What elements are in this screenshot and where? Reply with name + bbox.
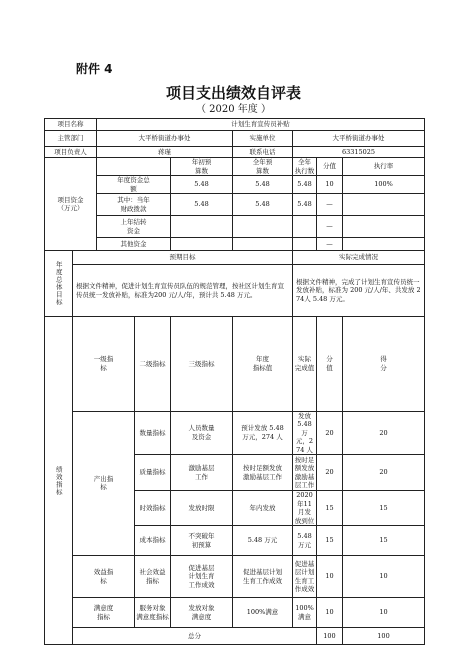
output-actual: 2020 年11 月发 放到位 (293, 491, 317, 526)
perf-header-l2: 二级指标 (135, 317, 171, 412)
perf-label: 绩效指标 (45, 317, 73, 645)
perf-header-target: 年度 指标值 (233, 317, 293, 412)
funds-row-total-name: 年度资金总 额 (97, 176, 171, 194)
output-got: 20 (343, 455, 425, 491)
funds-header-initial: 年初预 算数 (171, 158, 233, 176)
effect-target: 促进基层计划 生育工作成效 (233, 556, 293, 598)
funds-cell (293, 216, 317, 238)
perf-header-got: 得 分 (343, 317, 425, 412)
leader-value: 蒋瑾 (97, 147, 233, 158)
goals-plan-text: 根据文件精神，促进计划生育宣传员队伍的规范管理，按社区计划生育宣传员统一发放补贴，标准为200 元/人/年，预计共 5.48 万元。 (73, 265, 293, 317)
output-score: 20 (317, 455, 343, 491)
effect-indicator-label: 效益指 标 (73, 556, 135, 598)
funds-cell: — (317, 194, 343, 216)
funds-cell (171, 238, 233, 251)
output-target: 年内发放 (233, 491, 293, 526)
phone-label: 联系电话 (233, 147, 293, 158)
output-l3: 激励基层 工作 (171, 455, 233, 491)
form-title: 项目支出绩效自评表 (165, 84, 301, 102)
project-name-label: 项目名称 (45, 119, 97, 131)
funds-cell (293, 238, 317, 251)
total-label: 总分 (73, 628, 317, 645)
funds-header-blank (97, 158, 171, 176)
output-l2: 数量指标 (135, 411, 171, 455)
effect-score: 10 (317, 556, 343, 598)
funds-cell (171, 216, 233, 238)
perf-header-l1: 一级指 标 (73, 317, 135, 412)
output-got: 15 (343, 526, 425, 556)
funds-cell: 10 (317, 176, 343, 194)
goals-actual-text: 根据文件精神，完成了计划生育宣传员统一发放补贴，标准为 200 元/人/年、共发放 274人 5.48 万元。 (293, 265, 425, 317)
leader-label: 项目负责人 (45, 147, 97, 158)
output-got: 20 (343, 411, 425, 455)
perf-header-l3: 三级指标 (171, 317, 233, 412)
goals-actual-header: 实际完成情况 (293, 251, 425, 265)
satisfaction-indicator-label: 满意度 指标 (73, 598, 135, 628)
output-l3: 发放时限 (171, 491, 233, 526)
impl-label: 实施单位 (233, 131, 293, 147)
output-got: 15 (343, 491, 425, 526)
output-target: 5.48 万元 (233, 526, 293, 556)
output-target: 预计发放 5.48 万元，274 人 (233, 411, 293, 455)
total-score: 100 (317, 628, 343, 645)
effect-actual: 促进基层计划 生育工作成效 (293, 556, 317, 598)
output-l2: 成本指标 (135, 526, 171, 556)
funds-header-score: 分值 (317, 158, 343, 176)
funds-cell: 5.48 (171, 176, 233, 194)
funds-cell: 5.48 (233, 176, 293, 194)
project-name-value: 计划生育宣传员补贴 (97, 119, 425, 131)
satisfaction-actual: 100%满意 (293, 598, 317, 628)
funds-cell: 5.48 (293, 176, 317, 194)
total-got: 100 (343, 628, 425, 645)
dept-value: 大平桥街道办事处 (97, 131, 233, 147)
output-l3: 人员数量 及资金 (171, 411, 233, 455)
funds-cell: 5.48 (293, 194, 317, 216)
funds-row-carryover-name: 上年结转 资金 (97, 216, 171, 238)
funds-cell: — (317, 238, 343, 251)
output-actual: 5.48 万元 (293, 526, 317, 556)
funds-cell (343, 238, 425, 251)
funds-cell: 5.48 (171, 194, 233, 216)
output-l2: 质量指标 (135, 455, 171, 491)
output-l2: 时效指标 (135, 491, 171, 526)
output-actual: 按时足额发放 激励基层工作 (293, 455, 317, 491)
funds-cell: 5.48 (233, 194, 293, 216)
satisfaction-l3: 发放对象 满意度 (171, 598, 233, 628)
dept-label: 主管部门 (45, 131, 97, 147)
satisfaction-target: 100%满意 (233, 598, 293, 628)
funds-row-fiscal-name: 其中：当年 财政拨款 (97, 194, 171, 216)
perf-header-actual: 实际 完成值 (293, 317, 317, 412)
output-score: 15 (317, 491, 343, 526)
funds-header-executed: 全年 执行数 (293, 158, 317, 176)
perf-header-score: 分 值 (317, 317, 343, 412)
phone-value: 63315025 (293, 147, 425, 158)
output-score: 15 (317, 526, 343, 556)
funds-cell: 100% (343, 176, 425, 194)
funds-cell: — (317, 216, 343, 238)
funds-cell (233, 238, 293, 251)
funds-cell (233, 216, 293, 238)
satisfaction-score: 10 (317, 598, 343, 628)
goals-plan-header: 预期目标 (73, 251, 293, 265)
funds-cell (343, 194, 425, 216)
impl-value: 大平桥街道办事处 (293, 131, 425, 147)
output-target: 按时足额发放 激励基层工作 (233, 455, 293, 491)
funds-header-rate: 执行率 (343, 158, 425, 176)
satisfaction-got: 10 (343, 598, 425, 628)
form-year: （ 2020 年度 ） (196, 104, 271, 115)
funds-header-annual: 全年预 算数 (233, 158, 293, 176)
effect-got: 10 (343, 556, 425, 598)
output-score: 20 (317, 411, 343, 455)
funds-label: 项目资金 （万元） (45, 158, 97, 251)
effect-l2: 社会效益 指标 (135, 556, 171, 598)
satisfaction-l2: 服务对象 满意度指标 (135, 598, 171, 628)
attachment-label: 附件 4 (76, 62, 113, 76)
output-l3: 不突破年 初预算 (171, 526, 233, 556)
effect-l3: 促进基层 计划生育 工作成效 (171, 556, 233, 598)
goals-label: 年度总体目标 (45, 251, 73, 317)
funds-cell (343, 216, 425, 238)
output-indicator-label: 产出指 标 (73, 411, 135, 556)
self-evaluation-table (44, 118, 425, 645)
funds-row-other-name: 其他资金 (97, 238, 171, 251)
output-actual: 发放 5.48 万 元，274 人 (293, 411, 317, 455)
